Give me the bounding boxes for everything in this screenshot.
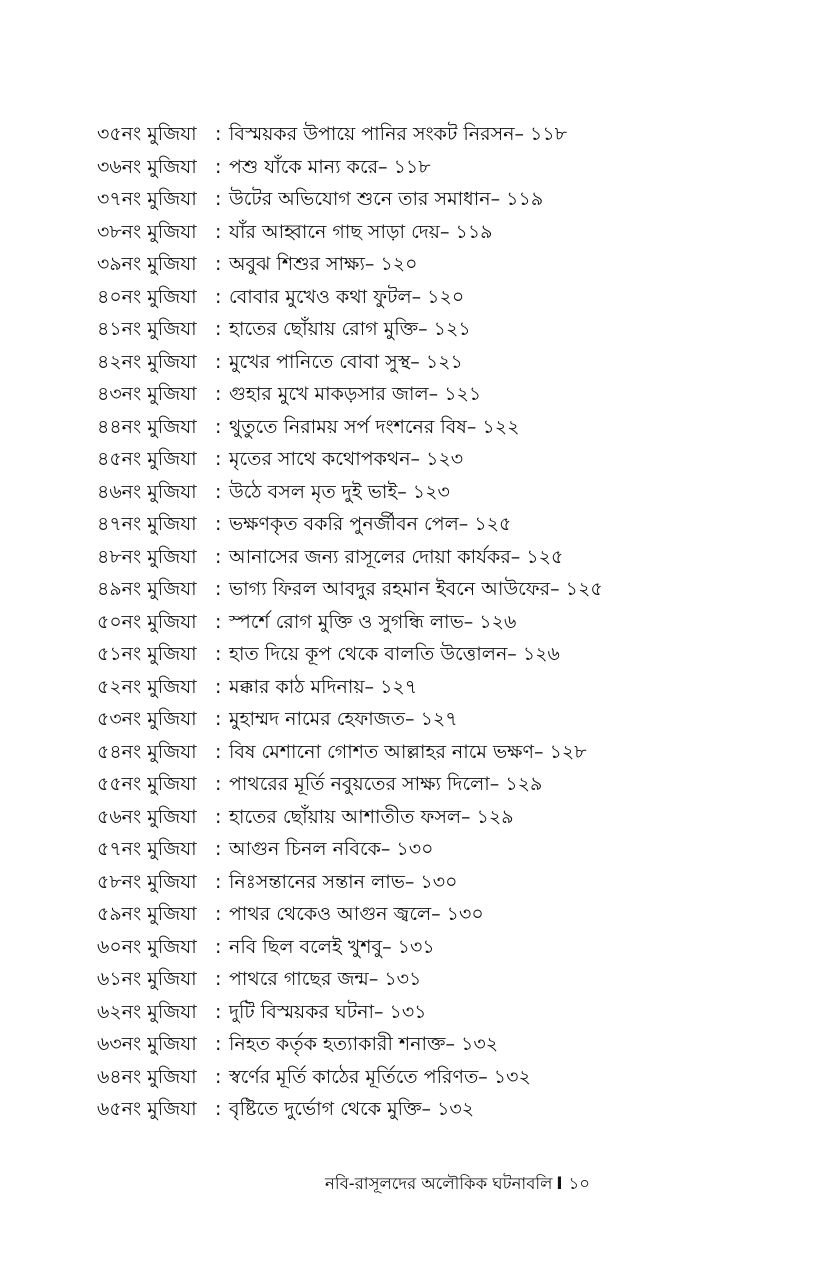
toc-entry xyxy=(97,1061,797,1094)
toc-entry xyxy=(97,183,797,216)
toc-entry-number: ৫৯নং মুজিযা xyxy=(97,903,197,925)
toc-entry-colon: : xyxy=(215,610,222,633)
toc-entry-title: দুটি বিস্ময়কর ঘটনা– ১৩১ xyxy=(229,1000,427,1023)
toc-entry-colon: : xyxy=(215,968,222,990)
toc-entry xyxy=(97,313,797,346)
toc-entry-colon: : xyxy=(215,903,222,925)
toc-entry-title: পাথর থেকেও আগুন জ্বলে– ১৩০ xyxy=(229,903,484,925)
toc-entry-colon: : xyxy=(215,448,222,470)
page-number: ১০ xyxy=(568,1174,590,1193)
toc-entry xyxy=(97,931,797,964)
toc-entry-colon: : xyxy=(215,480,222,503)
table-of-contents xyxy=(97,118,797,1126)
toc-entry-title: মুহাম্মদ নামের হেফাজত– ১২৭ xyxy=(229,708,458,730)
toc-entry-number: ৫৭নং মুজিযা xyxy=(97,838,197,860)
toc-entry-colon: : xyxy=(215,123,222,145)
toc-entry-colon: : xyxy=(215,1000,222,1023)
toc-entry-title: পশু যাঁকে মান্য করে– ১১৮ xyxy=(229,155,431,178)
toc-entry-number: ৪৫নং মুজিযা xyxy=(97,448,197,470)
toc-entry-title: নবি ছিল বলেই খুশবু– ১৩১ xyxy=(229,935,435,958)
toc-entry-number: ৫৪নং মুজিযা xyxy=(97,740,197,763)
toc-entry-title: উটের অভিযোগ শুনে তার সমাধান– ১১৯ xyxy=(229,188,544,210)
toc-entry-title: পাথরের মূর্তি নবুয়তের সাক্ষ্য দিলো– ১২৯ xyxy=(229,773,543,795)
toc-entry xyxy=(97,996,797,1029)
toc-entry-title: আনাসের জন্য রাসূলের দোয়া কার্যকর– ১২৫ xyxy=(229,545,564,568)
toc-entry-colon: : xyxy=(215,740,222,763)
toc-entry xyxy=(97,898,797,931)
toc-entry-number: ৬৪নং মুজিযা xyxy=(97,1065,197,1088)
toc-entry xyxy=(97,833,797,866)
toc-entry-number: ৪০নং মুজিযা xyxy=(97,285,197,308)
toc-entry xyxy=(97,541,797,574)
toc-entry-number: ৫৬নং মুজিযা xyxy=(97,805,197,828)
toc-entry-colon: : xyxy=(215,708,222,730)
toc-entry-title: বৃষ্টিতে দুর্ভোগ থেকে মুক্তি– ১৩২ xyxy=(229,1098,475,1120)
toc-entry-title: ভক্ষণকৃত বকরি পুনর্জীবন পেল– ১২৫ xyxy=(229,513,512,535)
toc-entry-title: বিষ মেশানো গোশত আল্লাহর নামে ভক্ষণ– ১২৮ xyxy=(229,740,587,763)
toc-entry-number: ৫০নং মুজিযা xyxy=(97,610,197,633)
toc-entry xyxy=(97,1028,797,1061)
toc-entry-number: ৪৩নং মুজিযা xyxy=(97,383,197,405)
toc-entry-number: ৩৬নং মুজিযা xyxy=(97,155,197,178)
toc-entry-title: গুহার মুখে মাকড়সার জাল– ১২১ xyxy=(229,383,482,405)
footer-separator: I xyxy=(556,1174,563,1193)
toc-entry-number: ৬৩নং মুজিযা xyxy=(97,1033,197,1055)
toc-entry xyxy=(97,736,797,769)
toc-entry-number: ৫৩নং মুজিযা xyxy=(97,708,197,730)
toc-entry-title: হাতের ছোঁয়ায় আশাতীত ফসল– ১২৯ xyxy=(229,805,514,828)
toc-entry-colon: : xyxy=(215,1033,222,1055)
toc-entry-colon: : xyxy=(215,220,222,243)
toc-entry-title: স্পর্শে রোগ মুক্তি ও সুগন্ধি লাভ– ১২৬ xyxy=(229,610,517,633)
toc-entry-title: থুতুতে নিরাময় সর্প দংশনের বিষ– ১২২ xyxy=(229,415,520,438)
toc-entry-colon: : xyxy=(215,643,222,665)
toc-entry xyxy=(97,118,797,151)
toc-entry xyxy=(97,768,797,801)
toc-entry-colon: : xyxy=(215,773,222,795)
toc-entry xyxy=(97,1093,797,1126)
toc-entry-number: ৪২নং মুজিযা xyxy=(97,350,197,373)
footer-book-title: নবি-রাসূলদের অলৌকিক ঘটনাবলি xyxy=(325,1174,553,1193)
toc-entry-colon: : xyxy=(215,805,222,828)
toc-entry-number: ৪৮নং মুজিযা xyxy=(97,545,197,568)
toc-entry xyxy=(97,151,797,184)
toc-entry xyxy=(97,216,797,249)
toc-entry-title: হাতের ছোঁয়ায় রোগ মুক্তি– ১২১ xyxy=(229,318,471,340)
toc-entry-title: বিস্ময়কর উপায়ে পানির সংকট নিরসন– ১১৮ xyxy=(229,123,568,145)
toc-entry-number: ৪৬নং মুজিযা xyxy=(97,480,197,503)
toc-entry-number: ৩৯নং মুজিযা xyxy=(97,253,197,275)
toc-entry-title: নিঃসন্তানের সন্তান লাভ– ১৩০ xyxy=(229,870,458,893)
toc-entry xyxy=(97,476,797,509)
toc-entry xyxy=(97,248,797,281)
toc-entry-number: ৪৪নং মুজিযা xyxy=(97,415,197,438)
toc-entry-title: যাঁর আহ্বানে গাছ সাড়া দেয়– ১১৯ xyxy=(229,220,493,243)
toc-entry-colon: : xyxy=(215,350,222,373)
toc-entry xyxy=(97,606,797,639)
toc-entry xyxy=(97,671,797,704)
toc-entry-colon: : xyxy=(215,155,222,178)
toc-entry-colon: : xyxy=(215,935,222,958)
page-footer xyxy=(0,1171,825,1198)
toc-entry-number: ৫১নং মুজিযা xyxy=(97,643,197,665)
toc-entry-colon: : xyxy=(215,415,222,438)
toc-entry xyxy=(97,866,797,899)
toc-entry-colon: : xyxy=(215,253,222,275)
toc-entry xyxy=(97,281,797,314)
toc-entry-number: ৫৮নং মুজিযা xyxy=(97,870,197,893)
toc-entry xyxy=(97,801,797,834)
toc-entry-colon: : xyxy=(215,1065,222,1088)
toc-entry-colon: : xyxy=(215,318,222,340)
toc-entry-title: ভাগ্য ফিরল আবদুর রহমান ইবনে আউফের– ১২৫ xyxy=(229,578,603,600)
toc-entry-colon: : xyxy=(215,1098,222,1120)
toc-entry-number: ৩৮নং মুজিযা xyxy=(97,220,197,243)
toc-entry-number: ৬৫নং মুজিযা xyxy=(97,1098,197,1120)
toc-entry-number: ৬১নং মুজিযা xyxy=(97,968,197,990)
toc-entry-title: অবুঝ শিশুর সাক্ষ্য– ১২০ xyxy=(229,253,418,275)
toc-entry-number: ৪৭নং মুজিযা xyxy=(97,513,197,535)
toc-entry-number: ৩৫নং মুজিযা xyxy=(97,123,197,145)
toc-entry xyxy=(97,638,797,671)
toc-entry-number: ৩৭নং মুজিযা xyxy=(97,188,197,210)
toc-entry-colon: : xyxy=(215,578,222,600)
toc-entry-title: হাত দিয়ে কূপ থেকে বালতি উত্তোলন– ১২৬ xyxy=(229,643,560,665)
toc-entry xyxy=(97,573,797,606)
toc-entry-title: আগুন চিনল নবিকে– ১৩০ xyxy=(229,838,434,860)
toc-entry-title: পাথরে গাছের জন্ম– ১৩১ xyxy=(229,968,422,990)
toc-entry-number: ৪১নং মুজিযা xyxy=(97,318,197,340)
toc-entry-number: ৬২নং মুজিযা xyxy=(97,1000,197,1023)
toc-entry-title: মুখের পানিতে বোবা সুস্থ– ১২১ xyxy=(229,350,463,373)
toc-entry-colon: : xyxy=(215,870,222,893)
toc-entry-colon: : xyxy=(215,383,222,405)
toc-entry-colon: : xyxy=(215,513,222,535)
toc-entry-number: ৫২নং মুজিযা xyxy=(97,675,197,698)
toc-entry xyxy=(97,346,797,379)
toc-entry xyxy=(97,963,797,996)
toc-entry-colon: : xyxy=(215,838,222,860)
toc-entry-title: স্বর্ণের মূর্তি কাঠের মূর্তিতে পরিণত– ১৩২ xyxy=(229,1065,531,1088)
toc-entry-colon: : xyxy=(215,675,222,698)
toc-entry-colon: : xyxy=(215,188,222,210)
toc-entry-number: ৪৯নং মুজিযা xyxy=(97,578,197,600)
toc-entry-title: মৃতের সাথে কথোপকথন– ১২৩ xyxy=(229,448,464,470)
toc-entry-title: নিহত কর্তৃক হত্যাকারী শনাক্ত– ১৩২ xyxy=(229,1033,499,1055)
toc-entry xyxy=(97,378,797,411)
toc-entry-colon: : xyxy=(215,545,222,568)
toc-entry xyxy=(97,443,797,476)
toc-entry-number: ৫৫নং মুজিযা xyxy=(97,773,197,795)
toc-entry-title: বোবার মুখেও কথা ফুটল– ১২০ xyxy=(229,285,465,308)
toc-entry xyxy=(97,508,797,541)
toc-entry-number: ৬০নং মুজিযা xyxy=(97,935,197,958)
toc-entry-colon: : xyxy=(215,285,222,308)
toc-entry xyxy=(97,411,797,444)
toc-entry xyxy=(97,703,797,736)
toc-entry-title: উঠে বসল মৃত দুই ভাই– ১২৩ xyxy=(229,480,450,503)
toc-entry-title: মক্কার কাঠ মদিনায়– ১২৭ xyxy=(229,675,418,698)
